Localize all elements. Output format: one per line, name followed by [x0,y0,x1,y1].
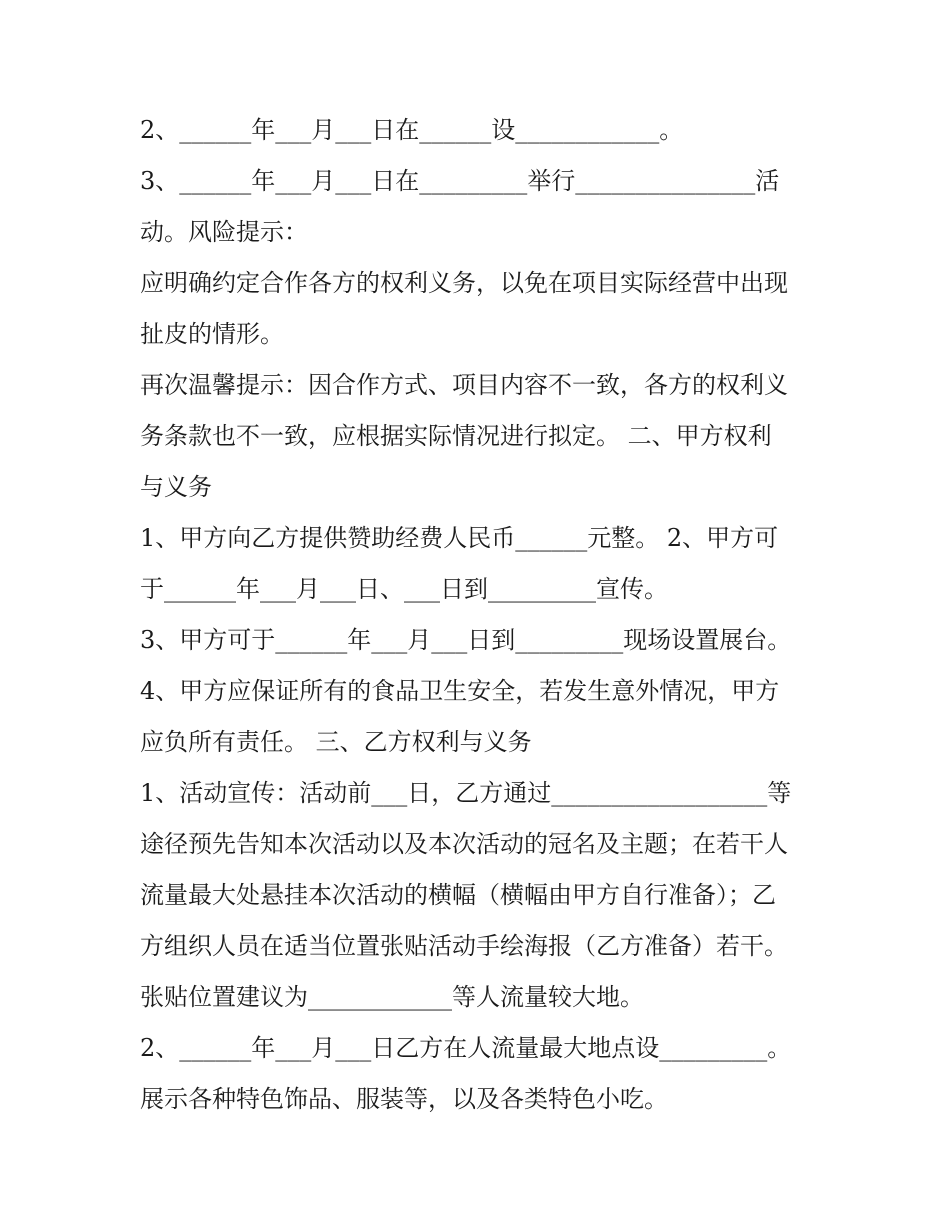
text-line: 1、活动宣传：活动前___日，乙方通过__________________等 [140,779,792,807]
text-line: 张贴位置建议为____________等人流量较大地。 [140,983,644,1011]
text-line: 3、甲方可于______年___月___日到_________现场设置展台。 [140,626,792,654]
text-line: 展示各种特色饰品、服装等，以及各类特色小吃。 [140,1085,668,1113]
text-line: 应负所有责任。 三、乙方权利与义务 [140,728,532,756]
text-line: 再次温馨提示：因合作方式、项目内容不一致，各方的权利义 [140,371,788,399]
text-line: 于______年___月___日、___日到_________宣传。 [140,575,668,603]
text-line: 途径预先告知本次活动以及本次活动的冠名及主题；在若干人 [140,830,788,858]
text-line: 方组织人员在适当位置张贴活动手绘海报（乙方准备）若干。 [140,932,788,960]
text-line: 扯皮的情形。 [140,320,284,348]
text-line: 流量最大处悬挂本次活动的横幅（横幅由甲方自行准备）；乙 [140,881,776,909]
text-line: 2、______年___月___日在______设____________。 [140,116,684,144]
document-body [140,105,820,1125]
text-line: 动。风险提示： [140,218,308,246]
text-line: 4、甲方应保证所有的食品卫生安全，若发生意外情况，甲方 [140,677,780,705]
text-line: 3、______年___月___日在_________举行_______________活 [140,167,780,195]
text-line: 应明确约定合作各方的权利义务，以免在项目实际经营中出现 [140,269,788,297]
text-line: 务条款也不一致，应根据实际情况进行拟定。 二、甲方权利 [140,422,772,450]
text-line: 与义务 [140,473,212,501]
text-line: 2、______年___月___日乙方在人流量最大地点设_________。 [140,1034,792,1062]
text-line: 1、甲方向乙方提供赞助经费人民币______元整。 2、甲方可 [140,524,779,552]
